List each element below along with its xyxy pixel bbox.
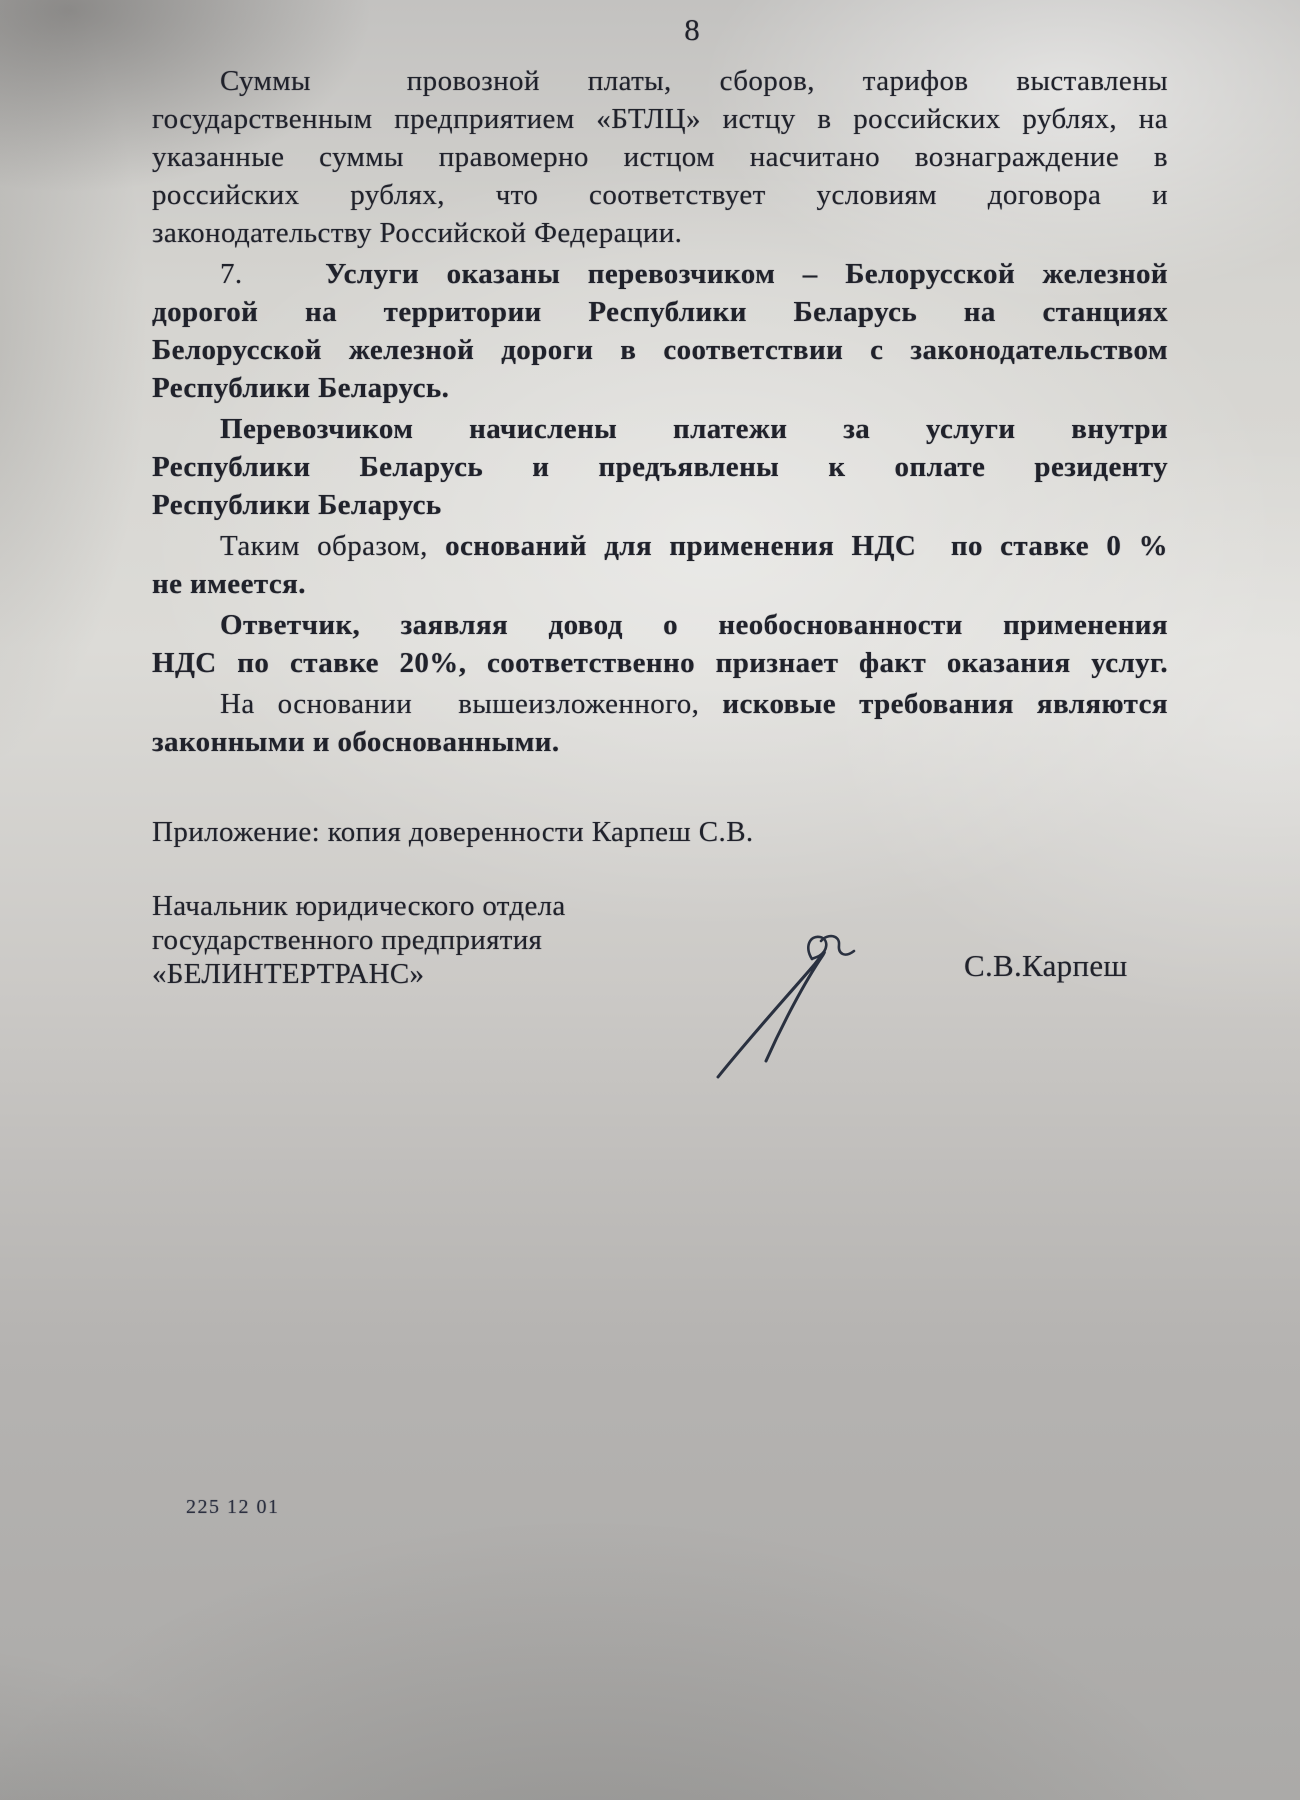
- paragraph-6: [152, 685, 1168, 761]
- text-line: [152, 410, 1168, 448]
- text-line: [152, 685, 1168, 723]
- signoff-block: [152, 889, 1168, 1189]
- text-segment: Таким образом,: [220, 530, 446, 562]
- text-line: [152, 255, 1168, 293]
- bold-text-segment: оснований для применения НДС по ставке 0 %: [445, 530, 1168, 562]
- document-content: [152, 12, 1168, 1189]
- text-line: [152, 176, 1168, 214]
- text-line: [152, 214, 1168, 252]
- bold-text-segment: НДС по ставке 20%, соответственно признает факт оказания услуг.: [152, 647, 1168, 679]
- bold-text-segment: дорогой на территории Республики Беларусь на станциях: [152, 296, 1168, 328]
- text-line: [152, 331, 1168, 369]
- text-segment: 7.: [220, 258, 298, 290]
- bold-text-segment: исковые требования являются: [722, 688, 1168, 720]
- bold-text-segment: Республики Беларусь и предъявлены к оплате резиденту: [152, 451, 1168, 483]
- bold-text-segment: Республики Беларусь.: [152, 372, 450, 404]
- text-line: [152, 644, 1168, 682]
- document-code: 225 12 01: [186, 1496, 280, 1518]
- text-line: [152, 369, 1168, 407]
- text-line: [152, 606, 1168, 644]
- text-line: [152, 565, 1168, 603]
- signer-role-line-3: «БЕЛИНТЕРТРАНС»: [152, 958, 425, 990]
- bold-text-segment: Перевозчиком начислены платежи за услуги внутри: [220, 413, 1168, 445]
- paragraph-4: [152, 527, 1168, 603]
- text-line: [152, 527, 1168, 565]
- text-segment: Суммы провозной платы, сборов, тарифов выставлены: [220, 65, 1168, 97]
- attachment-line: Приложение: копия доверенности Карпеш С.В.: [152, 816, 754, 848]
- text-line: [152, 293, 1168, 331]
- signer-role-line-2: государственного предприятия: [152, 924, 543, 956]
- handwritten-signature-icon: [700, 929, 885, 1084]
- text-line: [152, 62, 1168, 100]
- text-segment: российских рублях, что соответствует условиям договора и: [152, 179, 1168, 211]
- signer-name: С.В.Карпеш: [964, 948, 1128, 983]
- text-segment: На основании вышеизложенного,: [220, 688, 723, 720]
- text-line: [152, 138, 1168, 176]
- paragraph-2: [152, 255, 1168, 407]
- text-segment: государственным предприятием «БТЛЦ» истцу в российских рублях, на: [152, 103, 1168, 135]
- bold-text-segment: законными и обоснованными.: [152, 726, 560, 758]
- bold-text-segment: Республики Беларусь: [152, 489, 442, 521]
- page-number: 8: [684, 12, 700, 47]
- text-line: [152, 448, 1168, 486]
- paragraph-5: [152, 606, 1168, 682]
- bold-text-segment: Белорусской железной дороги в соответствии с законодательством: [152, 334, 1168, 366]
- signer-role-line-1: Начальник юридического отдела: [152, 890, 566, 922]
- text-segment: указанные суммы правомерно истцом насчитано вознаграждение в: [152, 141, 1168, 173]
- text-line: [152, 723, 1168, 761]
- paragraph-1: [152, 62, 1168, 252]
- document-body: [152, 62, 1168, 761]
- bold-text-segment: Услуги оказаны перевозчиком – Белорусской железной: [297, 258, 1168, 290]
- paragraph-3: [152, 410, 1168, 524]
- bold-text-segment: Ответчик, заявляя довод о необоснованности применения: [220, 609, 1168, 641]
- text-segment: законодательству Российской Федерации.: [152, 217, 683, 249]
- bold-text-segment: не имеется.: [152, 568, 306, 600]
- text-line: [152, 486, 1168, 524]
- text-line: [152, 100, 1168, 138]
